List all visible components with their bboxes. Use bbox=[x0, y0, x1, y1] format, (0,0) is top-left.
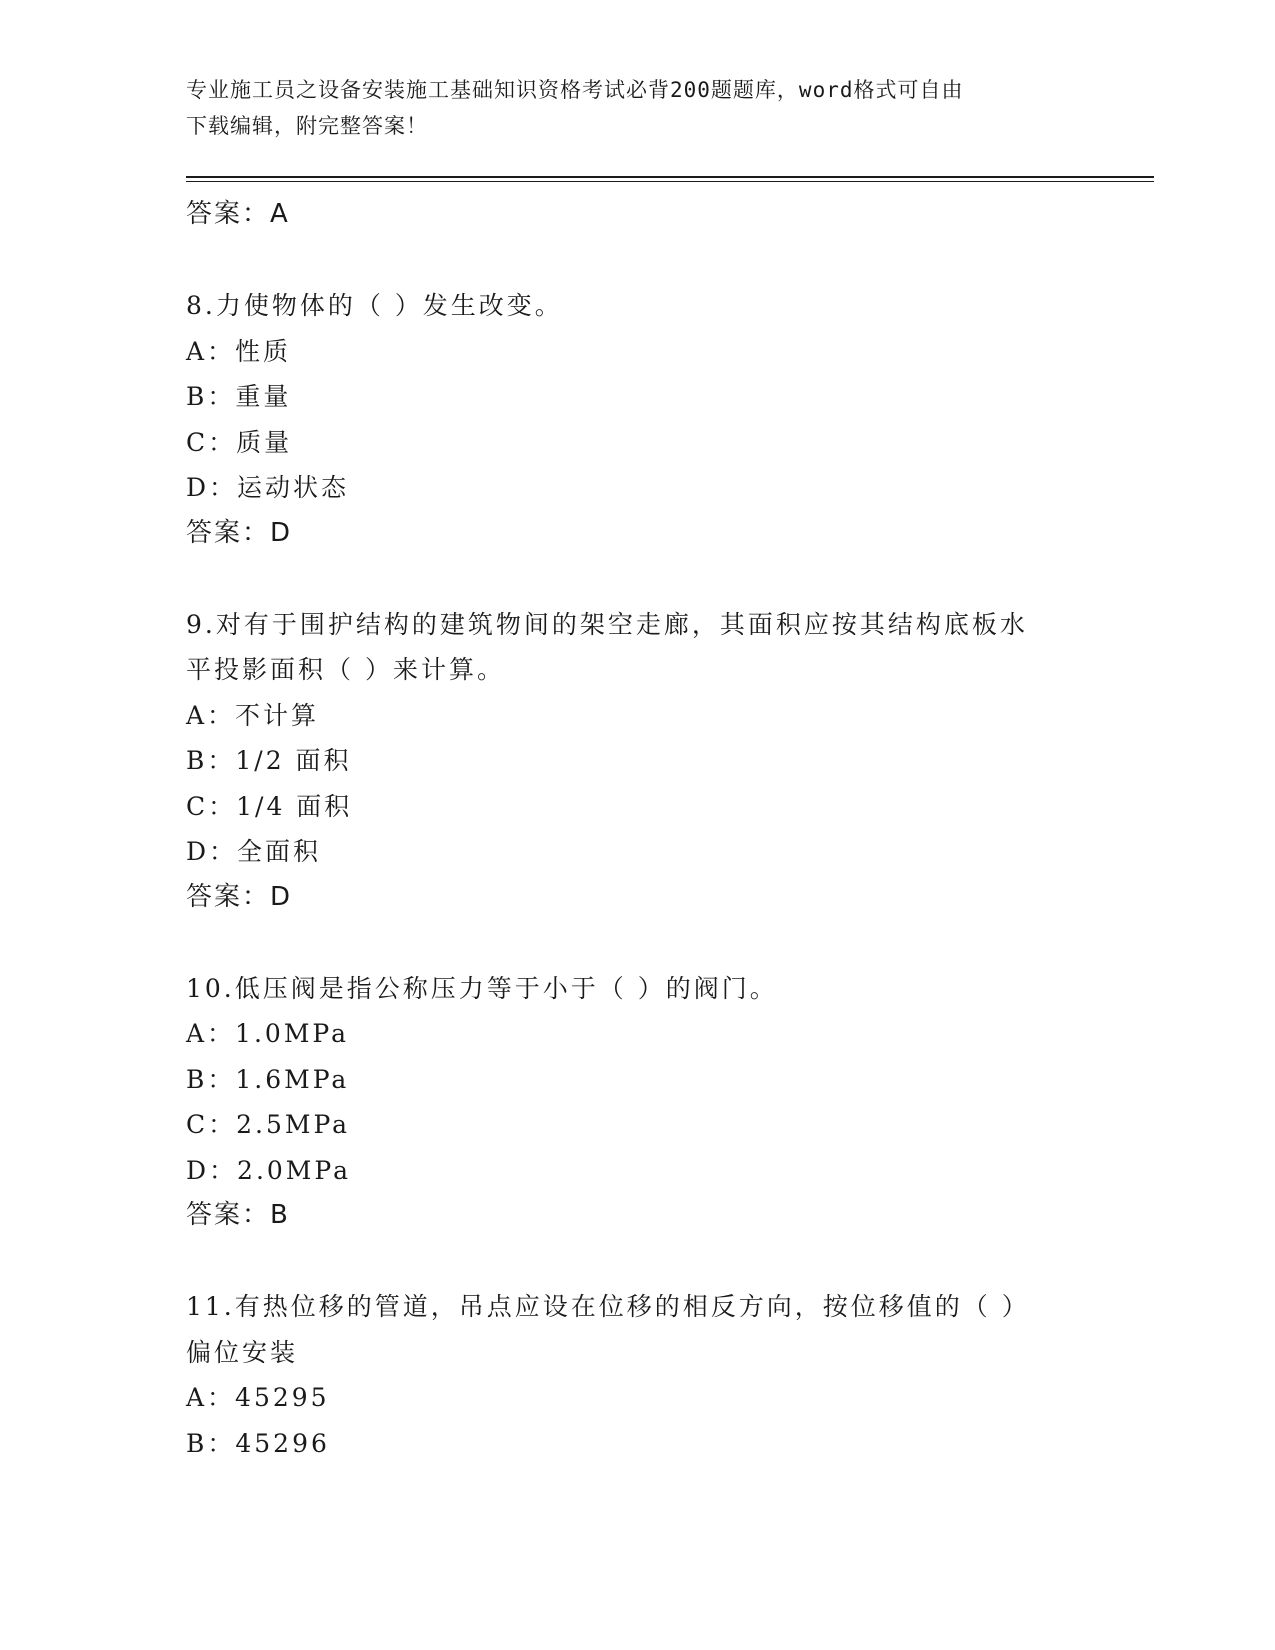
option-d: D：运动状态 bbox=[186, 473, 350, 502]
option-d: D：全面积 bbox=[186, 837, 322, 866]
question-block bbox=[186, 966, 1156, 1239]
question-block bbox=[186, 283, 1156, 556]
header-line-1: 专业施工员之设备安装施工基础知识资格考试必背200题题库，word格式可自由 bbox=[186, 78, 964, 102]
question-text: 11.有热位移的管道，吊点应设在位移的相反方向，按位移值的（ ） bbox=[186, 1292, 1030, 1321]
answer-line: 答案：D bbox=[186, 517, 293, 548]
question-number: 8. bbox=[186, 291, 216, 320]
document-page bbox=[186, 72, 1156, 1466]
question-text: 8.力使物体的（ ）发生改变。 bbox=[186, 291, 563, 320]
question-text-continued: 平投影面积（ ）来计算。 bbox=[186, 655, 505, 684]
answer-line: 答案：A bbox=[186, 199, 290, 229]
answer-line: 答案：D bbox=[186, 881, 293, 912]
question-number: 9. bbox=[186, 609, 216, 639]
question-text: 10.低压阀是指公称压力等于小于（ ）的阀门。 bbox=[186, 973, 778, 1003]
option-b: B：1.6MPa bbox=[186, 1064, 350, 1094]
question-block bbox=[186, 602, 1156, 921]
answer-line: 答案：B bbox=[186, 1200, 290, 1230]
option-a: A：45295 bbox=[186, 1383, 330, 1412]
question-text-continued: 偏位安装 bbox=[186, 1337, 299, 1367]
option-c: C：1/4 面积 bbox=[186, 791, 353, 821]
document-header bbox=[186, 72, 1156, 176]
question-number: 11. bbox=[186, 1292, 235, 1321]
option-c: C：质量 bbox=[186, 427, 293, 457]
header-divider-thick bbox=[186, 176, 1154, 178]
question-list bbox=[186, 192, 1156, 1466]
header-divider-thin bbox=[186, 181, 1154, 182]
question-number: 10. bbox=[186, 973, 235, 1003]
option-b: B：重量 bbox=[186, 382, 292, 411]
option-d: D：2.0MPa bbox=[186, 1155, 352, 1185]
option-a: A：性质 bbox=[186, 336, 292, 366]
question-text: 9.对有于围护结构的建筑物间的架空走廊，其面积应按其结构底板水 bbox=[186, 609, 1028, 639]
option-a: A：1.0MPa bbox=[186, 1019, 350, 1048]
option-b: B：1/2 面积 bbox=[186, 746, 352, 775]
option-b: B：45296 bbox=[186, 1428, 330, 1458]
header-line-2: 下载编辑，附完整答案！ bbox=[186, 114, 428, 138]
question-block bbox=[186, 1284, 1156, 1466]
option-a: A：不计算 bbox=[186, 700, 320, 730]
option-c: C：2.5MPa bbox=[186, 1110, 351, 1139]
